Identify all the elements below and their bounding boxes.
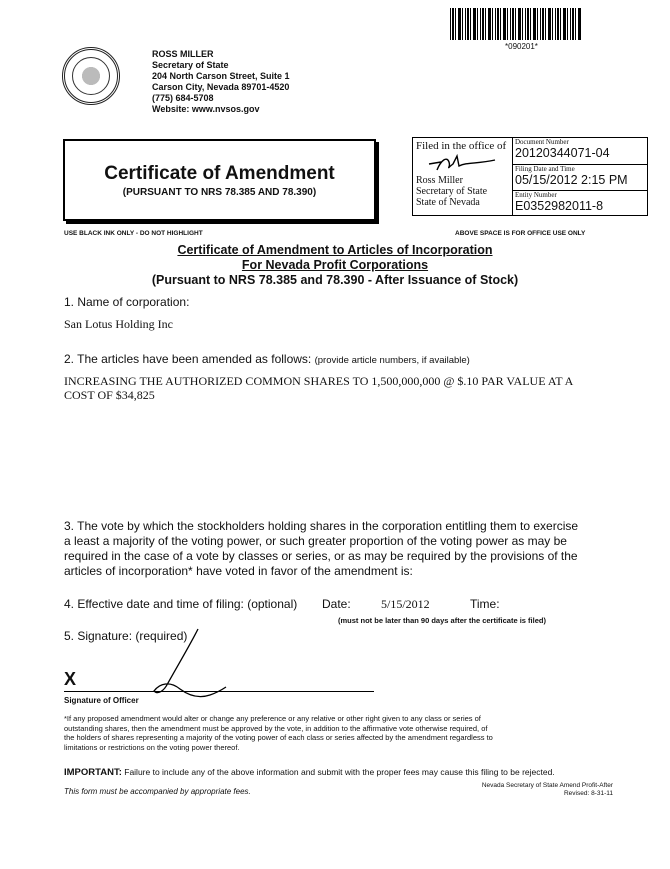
filing-date: 05/15/2012 2:15 PM xyxy=(515,173,628,187)
time-label: Time: xyxy=(470,597,500,611)
corporation-name-label: 1. Name of corporation: xyxy=(64,295,190,309)
date-limit-note: (must not be later than 90 days after the certificate is filed) xyxy=(338,616,546,625)
fees-note: This form must be accompanied by appropriate fees. xyxy=(64,787,251,796)
important-label: IMPORTANT: xyxy=(64,767,122,778)
office-phone: (775) 684-5708 xyxy=(152,93,214,103)
heading-line1: Certificate of Amendment to Articles of Incorporation xyxy=(177,243,493,257)
office-website: Website: www.nvsos.gov xyxy=(152,104,260,114)
signature-line xyxy=(64,691,374,692)
barcode-number: *090201* xyxy=(505,42,538,51)
officer-name: Ross Miller xyxy=(416,175,463,186)
footnote-line1: *If any proposed amendment would alter or change any preference or any relative or other right given to any class or series of xyxy=(64,714,481,723)
office-street: 204 North Carson Street, Suite 1 xyxy=(152,71,290,81)
heading-line3: (Pursuant to NRS 78.385 and 78.390 - After Issuance of Stock) xyxy=(151,273,519,287)
office-city: Carson City, Nevada 89701-4520 xyxy=(152,82,290,92)
certificate-subtitle: (PURSUANT TO NRS 78.385 AND 78.390) xyxy=(122,187,317,198)
filing-state: State of Nevada xyxy=(416,197,480,208)
office-title: Secretary of State xyxy=(152,60,229,70)
filed-label: Filed in the office of xyxy=(416,140,507,152)
entity-number: E0352982011-8 xyxy=(515,199,604,213)
footnote-line2: outstanding shares, then the amendment must be approved by the vote, in addition to the affirmative vote otherwise required, of xyxy=(64,723,488,733)
certificate-title-box xyxy=(63,139,376,221)
footnote-line4: limitations or restrictions on the voting power thereof. xyxy=(64,742,240,752)
barcode xyxy=(450,8,582,40)
filing-stamp-box xyxy=(412,137,648,216)
vote-line4: articles of incorporation* have voted in favor of the amendment is: xyxy=(64,564,413,578)
amendment-hint: (provide article numbers, if available) xyxy=(314,355,470,366)
signature-officer-label: Signature of Officer xyxy=(64,696,139,705)
office-name: ROSS MILLER xyxy=(152,49,214,59)
corporation-name: San Lotus Holding Inc xyxy=(64,317,173,331)
state-seal-icon xyxy=(62,47,120,105)
form-revised: Revised: 8-31-11 xyxy=(563,790,613,797)
ink-note: USE BLACK INK ONLY - DO NOT HIGHLIGHT xyxy=(64,230,203,237)
heading-line2: For Nevada Profit Corporations xyxy=(241,258,429,272)
amendment-label xyxy=(64,352,470,366)
important-note xyxy=(64,767,555,778)
vote-line3: required in the case of a vote by classes or series, or as may be required by the provisions of the xyxy=(64,549,578,563)
amendment-label-text: 2. The articles have been amended as follows: xyxy=(64,352,312,366)
document-number: 20120344071-04 xyxy=(515,146,610,160)
office-address xyxy=(152,49,290,115)
amendment-text xyxy=(64,374,573,402)
form-name: Nevada Secretary of State Amend Profit-After xyxy=(481,782,613,789)
vote-line1: 3. The vote by which the stockholders holding shares in the corporation entitling them to exercise xyxy=(64,519,579,533)
footnote-line3: the holders of shares representing a majority of the voting power of each class or series affected by the amendment regardless to xyxy=(64,733,493,742)
document-number-label: Document Number xyxy=(515,138,569,146)
signature-x: X xyxy=(64,669,77,689)
office-use-note: ABOVE SPACE IS FOR OFFICE USE ONLY xyxy=(455,230,586,237)
date-label: Date: xyxy=(322,597,351,611)
certificate-title: Certificate of Amendment xyxy=(104,163,335,184)
footnote xyxy=(64,714,493,752)
amendment-text-line2: COST OF $34,825 xyxy=(64,388,155,402)
officer-signature-icon xyxy=(140,625,240,700)
officer-signature-icon xyxy=(427,152,497,174)
important-text: Failure to include any of the above information and submit with the proper fees may cause this filing to be rejected. xyxy=(124,767,555,777)
entity-number-label: Entity Number xyxy=(515,191,557,199)
effective-date-label: 4. Effective date and time of filing: (optional) xyxy=(64,597,298,611)
amendment-text-line1: INCREASING THE AUTHORIZED COMMON SHARES TO 1,500,000,000 @ $.10 PAR VALUE AT A xyxy=(64,374,574,388)
form-info xyxy=(482,782,613,798)
officer-title: Secretary of State xyxy=(416,186,488,197)
signature-label: 5. Signature: (required) xyxy=(64,629,188,643)
date-value: 5/15/2012 xyxy=(381,597,430,611)
filing-date-label: Filing Date and Time xyxy=(515,165,575,173)
vote-paragraph xyxy=(64,519,578,579)
vote-line2: a least a majority of the voting power, or such greater proportion of the voting power as may be xyxy=(64,534,567,548)
